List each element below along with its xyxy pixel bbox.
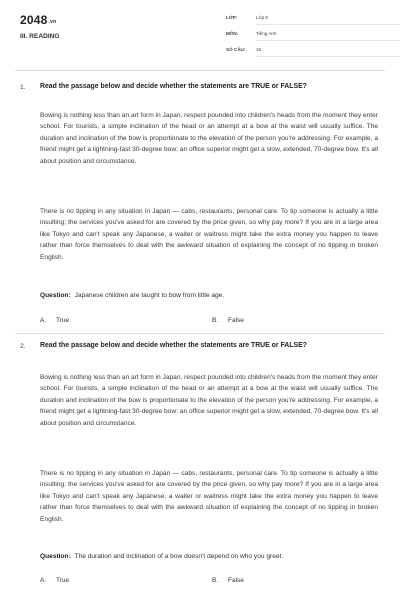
logo-text: 2048 [20,13,48,27]
question-label: Question: [40,292,71,299]
option-letter: B. [212,317,219,324]
meta-key: SỐ CÂU: [226,47,246,52]
worksheet-header [0,0,400,70]
question-label: Question: [40,553,71,560]
meta-subject [226,31,277,36]
option-text: False [228,317,244,324]
option-text: True [56,577,70,584]
passage-paragraph: Bowing is nothing less than an art form in Japan, respect pounded into children's heads from the moment they enter school. For tourists, a simple inclination of the head or an attempt at a bow at the waist will usually suffice. The duration and inclination of the bow is proportionate to the elevation of the person you're addressing. For example, a friend might get a lightning-fast 30-degree bow; an office superior might get a slow, extended, 70-degree bow. It's all about position and circumstance. [40,112,378,165]
option-false[interactable] [212,577,244,584]
question-number: 1. [20,84,26,91]
option-false[interactable] [212,317,244,324]
question-statement [40,292,380,299]
question-text: The duration and inclination of a bow doesn't depend on who you greet. [74,553,284,560]
question-text: Japanese children are taught to bow from little age. [74,292,225,299]
meta-value: Lớp 8 [256,15,268,20]
site-logo[interactable] [20,13,56,27]
header-divider [15,70,385,71]
meta-underline [256,40,400,41]
meta-key: LỚP: [226,15,238,20]
option-letter: A. [40,577,47,584]
meta-value: Tiếng Anh [256,31,277,36]
meta-underline [256,56,400,57]
question-statement [40,553,380,560]
option-true[interactable] [40,577,69,584]
option-letter: A. [40,317,47,324]
option-true[interactable] [40,317,69,324]
meta-underline [256,24,400,25]
option-text: True [56,317,70,324]
meta-class [226,15,268,20]
question-number: 2. [20,343,26,350]
meta-value: 15 [256,47,262,52]
passage-paragraph: There is no tipping in any situation in Japan — cabs, restaurants, personal care. To tip someone is actually a little insulting; the services you've asked for are covered by the price given, so why pay more? If you are in a large area like Tokyo and can't speak any Japanese, a waiter or waitress might take the extra money you happen to leave rather than force themselves to deal with the awkward situation of explaining the concept of no tipping in broken English. [40,470,378,523]
meta-key: MÔN: [226,31,239,36]
logo-suffix: .vn [48,19,57,25]
section-title: III. READING [20,33,60,40]
question-divider [15,333,385,334]
meta-question-count [226,47,261,52]
option-letter: B. [212,577,219,584]
option-text: False [228,577,244,584]
question-instruction: Read the passage below and decide whether the statements are TRUE or FALSE? [40,83,307,90]
passage-paragraph: There is no tipping in any situation in Japan — cabs, restaurants, personal care. To tip someone is actually a little insulting; the services you've asked for are covered by the price given, so why pay more? If you are in a large area like Tokyo and can't speak any Japanese, a waiter or waitress might take the extra money you happen to leave rather than force themselves to deal with the awkward situation of explaining the concept of no tipping in broken English. [40,208,378,261]
passage-paragraph: Bowing is nothing less than an art form in Japan, respect pounded into children's heads from the moment they enter school. For tourists, a simple inclination of the head or an attempt at a bow at the waist will usually suffice. The duration and inclination of the bow is proportionate to the elevation of the person you're addressing. For example, a friend might get a lightning-fast 30-degree bow; an office superior might get a slow, extended, 70-degree bow. It's all about position and circumstance. [40,374,378,427]
question-instruction: Read the passage below and decide whether the statements are TRUE or FALSE? [40,342,307,349]
